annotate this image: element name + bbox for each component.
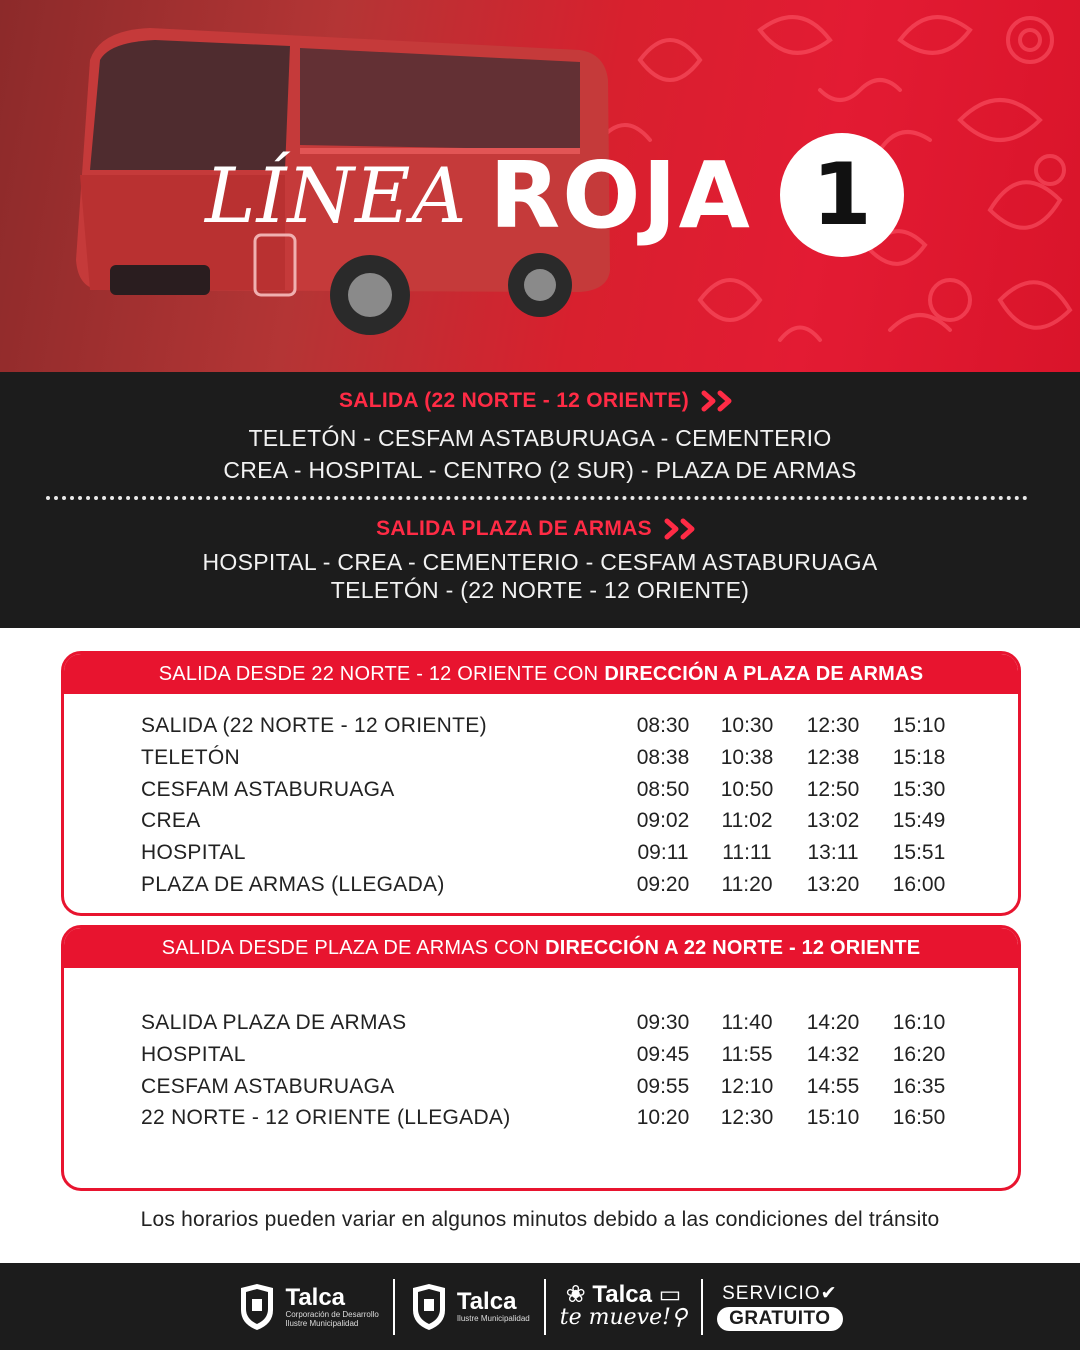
schedule-table-inbound xyxy=(61,925,1021,1191)
departure-time: 15:18 xyxy=(892,745,946,769)
table-row xyxy=(64,1071,1018,1103)
logo2-sub1: Ilustre Municipalidad xyxy=(456,1314,530,1323)
departure-time: 16:20 xyxy=(892,1042,946,1066)
stop-name: CESFAM ASTABURUAGA xyxy=(141,777,395,801)
title-roja: ROJA xyxy=(489,141,752,249)
footer-logos xyxy=(0,1263,1080,1350)
departure-time: 15:10 xyxy=(806,1106,860,1130)
bus-icon: ▭ xyxy=(658,1280,682,1308)
inbound-heading: SALIDA PLAZA DE ARMAS xyxy=(376,517,652,540)
departure-time: 15:49 xyxy=(892,809,946,833)
checkmark-icon: ✔ xyxy=(820,1282,838,1304)
table-row xyxy=(64,869,1018,901)
departure-time: 15:51 xyxy=(892,841,946,865)
shield-crest-icon xyxy=(237,1282,277,1332)
line-number-badge: 1 xyxy=(780,133,904,257)
hero-banner xyxy=(0,0,1080,372)
stop-name: TELETÓN xyxy=(141,745,240,769)
departure-time: 16:50 xyxy=(892,1106,946,1130)
departure-time: 12:10 xyxy=(720,1074,774,1098)
departure-time: 10:38 xyxy=(720,745,774,769)
departure-time: 16:00 xyxy=(892,872,946,896)
departure-time: 10:50 xyxy=(720,777,774,801)
table-row xyxy=(64,1039,1018,1071)
stop-name: CREA xyxy=(141,809,201,833)
departure-time: 16:10 xyxy=(892,1011,946,1034)
departure-time: 11:20 xyxy=(721,872,773,896)
outbound-heading: SALIDA (22 NORTE - 12 ORIENTE) xyxy=(338,389,690,412)
outbound-stops-line-1: TELETÓN - CESFAM ASTABURUAGA - CEMENTERIO xyxy=(248,425,832,451)
departure-time: 13:11 xyxy=(807,841,859,865)
stop-name: CESFAM ASTABURUAGA xyxy=(141,1074,395,1098)
departure-time: 14:32 xyxy=(806,1042,860,1066)
table-header-text: SALIDA DESDE PLAZA DE ARMAS CON xyxy=(161,936,540,959)
departure-time: 09:11 xyxy=(637,841,689,865)
departure-time: 12:30 xyxy=(806,714,860,737)
logo3-script: te mueve! xyxy=(559,1304,671,1330)
table-header-direction: DIRECCIÓN A 22 NORTE - 12 ORIENTE xyxy=(545,936,921,959)
departure-time: 13:20 xyxy=(806,872,860,896)
table-row xyxy=(64,837,1018,869)
departure-time: 09:55 xyxy=(636,1074,690,1098)
badge-line2: GRATUITO xyxy=(717,1307,842,1331)
inbound-stops-line-1: HOSPITAL - CREA - CEMENTERIO - CESFAM ASTABURUAGA xyxy=(202,549,878,575)
table-rows xyxy=(64,1007,1018,1134)
stop-name: SALIDA PLAZA DE ARMAS xyxy=(141,1011,407,1034)
logo-municipalidad-talca xyxy=(395,1282,544,1332)
table-row xyxy=(64,805,1018,837)
departure-time: 12:50 xyxy=(806,777,860,801)
departure-time: 08:30 xyxy=(636,714,690,737)
table-header-text: SALIDA DESDE 22 NORTE - 12 ORIENTE CON xyxy=(158,662,599,685)
title-linea: LÍNEA xyxy=(205,150,468,240)
table-row xyxy=(64,742,1018,774)
map-pin-icon: ⚲ xyxy=(670,1304,688,1330)
departure-time: 10:20 xyxy=(636,1106,690,1130)
departure-time: 11:55 xyxy=(721,1042,773,1066)
stop-name: PLAZA DE ARMAS (LLEGADA) xyxy=(141,872,445,896)
departure-time: 09:30 xyxy=(636,1011,690,1034)
departure-time: 15:30 xyxy=(892,777,946,801)
route-summary xyxy=(0,372,1080,628)
schedule-disclaimer: Los horarios pueden variar en algunos minutos debido a las condiciones del tránsito xyxy=(140,1208,940,1231)
stop-name: SALIDA (22 NORTE - 12 ORIENTE) xyxy=(141,714,487,737)
departure-time: 11:11 xyxy=(722,841,772,865)
stop-name: HOSPITAL xyxy=(141,1042,246,1066)
table-header xyxy=(64,928,1018,968)
departure-time: 10:30 xyxy=(720,714,774,737)
logo2-name: Talca xyxy=(456,1288,517,1315)
double-chevron-right-icon xyxy=(664,518,704,540)
logo-corporacion-talca xyxy=(223,1282,392,1332)
departure-time: 15:10 xyxy=(892,714,946,737)
outbound-stops-line-2: CREA - HOSPITAL - CENTRO (2 SUR) - PLAZA DE ARMAS xyxy=(223,457,857,483)
table-row xyxy=(64,1102,1018,1134)
schedule-table-outbound xyxy=(61,651,1021,916)
departure-time: 16:35 xyxy=(892,1074,946,1098)
shield-crest-icon xyxy=(409,1282,449,1332)
inbound-route xyxy=(0,514,1080,604)
badge-line1: SERVICIO xyxy=(722,1282,821,1304)
table-header xyxy=(64,654,1018,694)
departure-time: 11:02 xyxy=(721,809,773,833)
logo3-name: Talca xyxy=(592,1280,652,1308)
outbound-route xyxy=(0,386,1080,486)
servicio-gratuito-badge xyxy=(703,1283,856,1331)
line-title xyxy=(205,140,904,250)
dotted-divider xyxy=(46,496,1028,500)
logo1-name: Talca xyxy=(285,1283,346,1311)
stop-name: 22 NORTE - 12 ORIENTE (LLEGADA) xyxy=(141,1106,511,1130)
double-chevron-right-icon xyxy=(701,390,741,412)
table-row xyxy=(64,774,1018,806)
logo1-sub2: Ilustre Municipalidad xyxy=(285,1318,359,1328)
inbound-stops-line-2: TELETÓN - (22 NORTE - 12 ORIENTE) xyxy=(330,577,750,603)
logo-talca-te-mueve xyxy=(546,1280,701,1330)
departure-time: 08:38 xyxy=(636,745,690,769)
departure-time: 09:45 xyxy=(636,1042,690,1066)
departure-time: 09:20 xyxy=(636,872,690,896)
departure-time: 13:02 xyxy=(806,809,860,833)
paw-icon: ❀ xyxy=(565,1280,586,1308)
stop-name: HOSPITAL xyxy=(141,841,246,865)
table-rows xyxy=(64,710,1018,901)
departure-time: 14:20 xyxy=(806,1011,860,1034)
table-row xyxy=(64,1007,1018,1039)
departure-time: 12:30 xyxy=(720,1106,774,1130)
departure-time: 14:55 xyxy=(806,1074,860,1098)
departure-time: 08:50 xyxy=(636,777,690,801)
departure-time: 12:38 xyxy=(806,745,860,769)
logo1-sub1: Corporación de Desarrollo xyxy=(285,1309,379,1319)
departure-time: 09:02 xyxy=(636,809,690,833)
departure-time: 11:40 xyxy=(721,1011,773,1034)
table-row xyxy=(64,710,1018,742)
table-header-direction: DIRECCIÓN A PLAZA DE ARMAS xyxy=(604,662,924,685)
